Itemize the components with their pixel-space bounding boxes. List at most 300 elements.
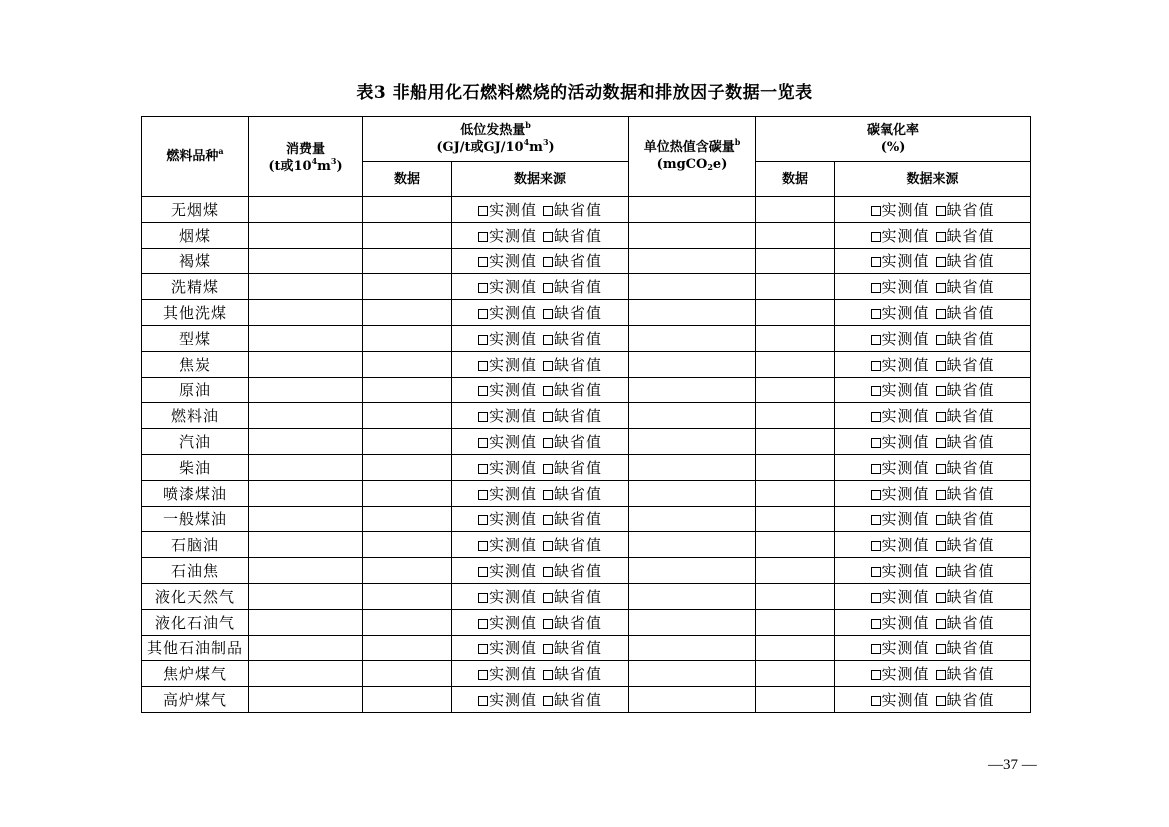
oxidation-data-source-cell	[835, 583, 1031, 609]
ncv-data-source-cell	[452, 222, 629, 248]
carbon-content-cell[interactable]	[629, 197, 756, 223]
checkbox-icon[interactable]	[936, 670, 946, 680]
ncv-data-cell[interactable]	[363, 661, 452, 687]
consumption-cell[interactable]	[249, 558, 363, 584]
option-label: 实测值	[881, 355, 930, 374]
oxidation-default-option[interactable]	[936, 534, 995, 555]
oxidation-default-option[interactable]	[936, 328, 995, 349]
checkbox-icon[interactable]	[478, 515, 488, 525]
oxidation-data-cell[interactable]	[756, 222, 835, 248]
ncv-data-source-cell	[452, 583, 629, 609]
carbon-content-cell[interactable]	[629, 248, 756, 274]
oxidation-measured-option[interactable]	[871, 534, 930, 555]
consumption-cell[interactable]	[249, 609, 363, 635]
oxidation-data-cell[interactable]	[756, 274, 835, 300]
carbon-content-cell[interactable]	[629, 222, 756, 248]
ncv-measured-option[interactable]	[478, 534, 537, 555]
oxidation-data-cell[interactable]	[756, 377, 835, 403]
ncv-default-option[interactable]	[543, 276, 602, 297]
option-label: 实测值	[488, 407, 537, 426]
consumption-cell[interactable]	[249, 429, 363, 455]
oxidation-data-source-cell	[835, 377, 1031, 403]
fuel-name-cell: 石脑油	[142, 532, 249, 558]
ncv-measured-option[interactable]	[478, 405, 537, 426]
consumption-cell[interactable]	[249, 635, 363, 661]
ncv-measured-option[interactable]	[478, 483, 537, 504]
option-label: 实测值	[488, 355, 537, 374]
ncv-default-option[interactable]	[543, 663, 602, 684]
checkbox-icon[interactable]	[871, 696, 881, 706]
checkbox-icon[interactable]	[478, 619, 488, 629]
ncv-measured-option[interactable]	[478, 586, 537, 607]
carbon-content-cell[interactable]	[629, 532, 756, 558]
ncv-default-option[interactable]	[543, 250, 602, 271]
ncv-data-cell[interactable]	[363, 429, 452, 455]
ncv-default-option[interactable]	[543, 586, 602, 607]
oxidation-measured-option[interactable]	[871, 225, 930, 246]
option-label: 实测值	[488, 458, 537, 477]
ncv-default-option[interactable]	[543, 405, 602, 426]
header-ncv-source: 数据来源	[452, 162, 629, 197]
ncv-measured-option[interactable]	[478, 689, 537, 710]
carbon-content-cell[interactable]	[629, 351, 756, 377]
option-label: 实测值	[488, 691, 537, 710]
checkbox-icon[interactable]	[871, 438, 881, 448]
checkbox-icon[interactable]	[543, 464, 553, 474]
checkbox-icon[interactable]	[936, 696, 946, 706]
option-label: 实测值	[881, 562, 930, 581]
oxidation-default-option[interactable]	[936, 637, 995, 658]
consumption-cell[interactable]	[249, 661, 363, 687]
ncv-data-cell[interactable]	[363, 583, 452, 609]
ncv-data-source-cell	[452, 454, 629, 480]
option-label: 缺省值	[946, 691, 995, 710]
oxidation-default-option[interactable]	[936, 663, 995, 684]
checkbox-icon[interactable]	[871, 206, 881, 216]
oxidation-default-option[interactable]	[936, 405, 995, 426]
checkbox-icon[interactable]	[478, 644, 488, 654]
fuel-name-cell: 其他洗煤	[142, 300, 249, 326]
checkbox-icon[interactable]	[543, 361, 553, 371]
ncv-default-option[interactable]	[543, 354, 602, 375]
checkbox-icon[interactable]	[478, 232, 488, 242]
oxidation-data-cell[interactable]	[756, 609, 835, 635]
table-row	[142, 635, 1031, 661]
oxidation-data-source-cell	[835, 532, 1031, 558]
option-label: 实测值	[488, 226, 537, 245]
ncv-data-source-cell	[452, 351, 629, 377]
oxidation-measured-option[interactable]	[871, 431, 930, 452]
checkbox-icon[interactable]	[871, 515, 881, 525]
oxidation-measured-option[interactable]	[871, 354, 930, 375]
oxidation-measured-option[interactable]	[871, 663, 930, 684]
checkbox-icon[interactable]	[478, 386, 488, 396]
consumption-cell[interactable]	[249, 274, 363, 300]
oxidation-data-cell[interactable]	[756, 248, 835, 274]
checkbox-icon[interactable]	[478, 438, 488, 448]
header-fuel-type: 燃料品种$^a$	[142, 117, 249, 197]
option-label: 缺省值	[946, 536, 995, 555]
oxidation-default-option[interactable]	[936, 225, 995, 246]
consumption-cell[interactable]	[249, 687, 363, 713]
checkbox-icon[interactable]	[543, 386, 553, 396]
ncv-data-cell[interactable]	[363, 325, 452, 351]
ncv-default-option[interactable]	[543, 225, 602, 246]
consumption-cell[interactable]	[249, 532, 363, 558]
checkbox-icon[interactable]	[936, 593, 946, 603]
checkbox-icon[interactable]	[871, 541, 881, 551]
checkbox-icon[interactable]	[871, 386, 881, 396]
option-label: 实测值	[881, 639, 930, 658]
ncv-data-source-cell	[452, 248, 629, 274]
oxidation-data-cell[interactable]	[756, 454, 835, 480]
ncv-data-cell[interactable]	[363, 635, 452, 661]
fuel-name-cell: 汽油	[142, 429, 249, 455]
oxidation-default-option[interactable]	[936, 560, 995, 581]
consumption-cell[interactable]	[249, 197, 363, 223]
ncv-data-cell[interactable]	[363, 248, 452, 274]
checkbox-icon[interactable]	[543, 283, 553, 293]
oxidation-data-cell[interactable]	[756, 506, 835, 532]
ncv-measured-option[interactable]	[478, 457, 537, 478]
checkbox-icon[interactable]	[478, 670, 488, 680]
carbon-content-cell[interactable]	[629, 274, 756, 300]
ncv-data-cell[interactable]	[363, 506, 452, 532]
ncv-data-cell[interactable]	[363, 480, 452, 506]
checkbox-icon[interactable]	[871, 257, 881, 267]
ncv-measured-option[interactable]	[478, 612, 537, 633]
oxidation-measured-option[interactable]	[871, 586, 930, 607]
carbon-content-cell[interactable]	[629, 583, 756, 609]
ncv-default-option[interactable]	[543, 431, 602, 452]
oxidation-data-cell[interactable]	[756, 403, 835, 429]
ncv-data-source-cell	[452, 635, 629, 661]
consumption-cell[interactable]	[249, 454, 363, 480]
checkbox-icon[interactable]	[543, 593, 553, 603]
ncv-default-option[interactable]	[543, 302, 602, 323]
checkbox-icon[interactable]	[478, 283, 488, 293]
checkbox-icon[interactable]	[936, 464, 946, 474]
checkbox-icon[interactable]	[543, 619, 553, 629]
oxidation-data-source-cell	[835, 506, 1031, 532]
ncv-measured-option[interactable]	[478, 663, 537, 684]
ncv-default-option[interactable]	[543, 689, 602, 710]
oxidation-default-option[interactable]	[936, 586, 995, 607]
checkbox-icon[interactable]	[543, 644, 553, 654]
carbon-content-cell[interactable]	[629, 454, 756, 480]
checkbox-icon[interactable]	[543, 232, 553, 242]
carbon-content-cell[interactable]	[629, 300, 756, 326]
oxidation-measured-option[interactable]	[871, 689, 930, 710]
option-label: 缺省值	[946, 665, 995, 684]
oxidation-data-cell[interactable]	[756, 558, 835, 584]
checkbox-icon[interactable]	[543, 670, 553, 680]
ncv-data-cell[interactable]	[363, 558, 452, 584]
oxidation-data-cell[interactable]	[756, 480, 835, 506]
option-label: 实测值	[881, 484, 930, 503]
checkbox-icon[interactable]	[543, 438, 553, 448]
checkbox-icon[interactable]	[936, 619, 946, 629]
ncv-measured-option[interactable]	[478, 250, 537, 271]
checkbox-icon[interactable]	[936, 206, 946, 216]
ncv-data-cell[interactable]	[363, 609, 452, 635]
ncv-measured-option[interactable]	[478, 276, 537, 297]
checkbox-icon[interactable]	[543, 309, 553, 319]
checkbox-icon[interactable]	[478, 309, 488, 319]
fuel-name-cell: 石油焦	[142, 558, 249, 584]
checkbox-icon[interactable]	[478, 541, 488, 551]
checkbox-icon[interactable]	[543, 696, 553, 706]
oxidation-default-option[interactable]	[936, 483, 995, 504]
carbon-content-cell[interactable]	[629, 429, 756, 455]
checkbox-icon[interactable]	[871, 412, 881, 422]
carbon-content-cell[interactable]	[629, 403, 756, 429]
oxidation-default-option[interactable]	[936, 199, 995, 220]
ncv-measured-option[interactable]	[478, 560, 537, 581]
fuel-name-cell: 液化天然气	[142, 583, 249, 609]
oxidation-data-cell[interactable]	[756, 429, 835, 455]
consumption-cell[interactable]	[249, 351, 363, 377]
consumption-cell[interactable]	[249, 377, 363, 403]
oxidation-default-option[interactable]	[936, 354, 995, 375]
checkbox-icon[interactable]	[543, 335, 553, 345]
header-oxidation-rate: 碳氧化率 (%)	[756, 117, 1031, 162]
fuel-name-cell: 高炉煤气	[142, 687, 249, 713]
ncv-data-cell[interactable]	[363, 222, 452, 248]
checkbox-icon[interactable]	[478, 335, 488, 345]
ncv-measured-option[interactable]	[478, 302, 537, 323]
consumption-cell[interactable]	[249, 583, 363, 609]
consumption-cell[interactable]	[249, 222, 363, 248]
option-label: 实测值	[881, 226, 930, 245]
oxidation-default-option[interactable]	[936, 302, 995, 323]
checkbox-icon[interactable]	[543, 206, 553, 216]
checkbox-icon[interactable]	[936, 438, 946, 448]
oxidation-data-source-cell	[835, 429, 1031, 455]
oxidation-default-option[interactable]	[936, 276, 995, 297]
option-label: 缺省值	[554, 562, 603, 581]
oxidation-default-option[interactable]	[936, 431, 995, 452]
oxidation-data-cell[interactable]	[756, 325, 835, 351]
checkbox-icon[interactable]	[478, 412, 488, 422]
checkbox-icon[interactable]	[871, 490, 881, 500]
header-consumption: 消费量 (t或$10^4m^3$)	[249, 117, 363, 197]
option-label: 实测值	[488, 381, 537, 400]
ncv-default-option[interactable]	[543, 328, 602, 349]
checkbox-icon[interactable]	[478, 464, 488, 474]
ncv-measured-option[interactable]	[478, 199, 537, 220]
header-ncv: 低位发热量$^b$ (GJ/t或$GJ/10^4m^3$)	[363, 117, 629, 162]
consumption-cell[interactable]	[249, 506, 363, 532]
checkbox-icon[interactable]	[478, 490, 488, 500]
checkbox-icon[interactable]	[871, 619, 881, 629]
checkbox-icon[interactable]	[543, 257, 553, 267]
oxidation-data-source-cell	[835, 687, 1031, 713]
ncv-default-option[interactable]	[543, 199, 602, 220]
ncv-data-cell[interactable]	[363, 300, 452, 326]
carbon-content-cell[interactable]	[629, 506, 756, 532]
option-label: 实测值	[488, 252, 537, 271]
checkbox-icon[interactable]	[871, 335, 881, 345]
oxidation-data-cell[interactable]	[756, 635, 835, 661]
checkbox-icon[interactable]	[543, 567, 553, 577]
carbon-content-cell[interactable]	[629, 687, 756, 713]
oxidation-default-option[interactable]	[936, 379, 995, 400]
ncv-data-cell[interactable]	[363, 454, 452, 480]
carbon-content-cell[interactable]	[629, 609, 756, 635]
checkbox-icon[interactable]	[936, 361, 946, 371]
table-row	[142, 351, 1031, 377]
checkbox-icon[interactable]	[871, 593, 881, 603]
oxidation-data-source-cell	[835, 480, 1031, 506]
ncv-data-source-cell	[452, 687, 629, 713]
ncv-measured-option[interactable]	[478, 328, 537, 349]
checkbox-icon[interactable]	[871, 567, 881, 577]
ncv-measured-option[interactable]	[478, 637, 537, 658]
option-label: 缺省值	[946, 639, 995, 658]
ncv-default-option[interactable]	[543, 508, 602, 529]
option-label: 实测值	[488, 304, 537, 323]
oxidation-data-cell[interactable]	[756, 687, 835, 713]
ncv-default-option[interactable]	[543, 612, 602, 633]
oxidation-measured-option[interactable]	[871, 199, 930, 220]
oxidation-measured-option[interactable]	[871, 483, 930, 504]
option-label: 实测值	[881, 278, 930, 297]
option-label: 实测值	[881, 381, 930, 400]
oxidation-measured-option[interactable]	[871, 560, 930, 581]
oxidation-measured-option[interactable]	[871, 328, 930, 349]
checkbox-icon[interactable]	[936, 412, 946, 422]
checkbox-icon[interactable]	[936, 644, 946, 654]
oxidation-measured-option[interactable]	[871, 302, 930, 323]
ncv-default-option[interactable]	[543, 483, 602, 504]
ncv-measured-option[interactable]	[478, 508, 537, 529]
checkbox-icon[interactable]	[478, 257, 488, 267]
ncv-measured-option[interactable]	[478, 379, 537, 400]
oxidation-data-cell[interactable]	[756, 197, 835, 223]
ncv-data-cell[interactable]	[363, 687, 452, 713]
option-label: 缺省值	[946, 200, 995, 219]
oxidation-data-cell[interactable]	[756, 351, 835, 377]
checkbox-icon[interactable]	[871, 232, 881, 242]
ncv-default-option[interactable]	[543, 560, 602, 581]
ncv-data-cell[interactable]	[363, 274, 452, 300]
checkbox-icon[interactable]	[478, 593, 488, 603]
checkbox-icon[interactable]	[936, 257, 946, 267]
checkbox-icon[interactable]	[478, 696, 488, 706]
oxidation-measured-option[interactable]	[871, 379, 930, 400]
consumption-cell[interactable]	[249, 325, 363, 351]
carbon-content-cell[interactable]	[629, 558, 756, 584]
checkbox-icon[interactable]	[871, 283, 881, 293]
oxidation-measured-option[interactable]	[871, 405, 930, 426]
consumption-cell[interactable]	[249, 300, 363, 326]
checkbox-icon[interactable]	[936, 490, 946, 500]
ncv-default-option[interactable]	[543, 457, 602, 478]
checkbox-icon[interactable]	[543, 412, 553, 422]
consumption-cell[interactable]	[249, 403, 363, 429]
checkbox-icon[interactable]	[543, 515, 553, 525]
oxidation-default-option[interactable]	[936, 250, 995, 271]
oxidation-measured-option[interactable]	[871, 612, 930, 633]
fuel-combustion-table	[141, 116, 1031, 713]
checkbox-icon[interactable]	[936, 232, 946, 242]
oxidation-default-option[interactable]	[936, 612, 995, 633]
checkbox-icon[interactable]	[936, 541, 946, 551]
checkbox-icon[interactable]	[936, 515, 946, 525]
consumption-cell[interactable]	[249, 480, 363, 506]
oxidation-measured-option[interactable]	[871, 276, 930, 297]
option-label: 缺省值	[554, 252, 603, 271]
table-row	[142, 506, 1031, 532]
ncv-default-option[interactable]	[543, 534, 602, 555]
checkbox-icon[interactable]	[936, 283, 946, 293]
checkbox-icon[interactable]	[478, 206, 488, 216]
carbon-content-cell[interactable]	[629, 377, 756, 403]
checkbox-icon[interactable]	[936, 567, 946, 577]
table-row	[142, 325, 1031, 351]
checkbox-icon[interactable]	[871, 361, 881, 371]
ncv-default-option[interactable]	[543, 379, 602, 400]
oxidation-data-cell[interactable]	[756, 532, 835, 558]
fuel-name-cell: 烟煤	[142, 222, 249, 248]
option-label: 实测值	[881, 536, 930, 555]
option-label: 缺省值	[554, 458, 603, 477]
oxidation-measured-option[interactable]	[871, 637, 930, 658]
fuel-name-cell: 其他石油制品	[142, 635, 249, 661]
table-row	[142, 403, 1031, 429]
carbon-content-cell[interactable]	[629, 661, 756, 687]
option-label: 缺省值	[946, 587, 995, 606]
checkbox-icon[interactable]	[871, 464, 881, 474]
oxidation-measured-option[interactable]	[871, 508, 930, 529]
oxidation-measured-option[interactable]	[871, 457, 930, 478]
option-label: 缺省值	[554, 381, 603, 400]
ncv-data-cell[interactable]	[363, 532, 452, 558]
ncv-measured-option[interactable]	[478, 354, 537, 375]
checkbox-icon[interactable]	[936, 386, 946, 396]
oxidation-default-option[interactable]	[936, 689, 995, 710]
oxidation-default-option[interactable]	[936, 508, 995, 529]
oxidation-default-option[interactable]	[936, 457, 995, 478]
table-row	[142, 377, 1031, 403]
ncv-data-cell[interactable]	[363, 377, 452, 403]
checkbox-icon[interactable]	[478, 567, 488, 577]
carbon-content-cell[interactable]	[629, 325, 756, 351]
carbon-content-cell[interactable]	[629, 635, 756, 661]
checkbox-icon[interactable]	[871, 309, 881, 319]
consumption-cell[interactable]	[249, 248, 363, 274]
oxidation-data-cell[interactable]	[756, 661, 835, 687]
ncv-measured-option[interactable]	[478, 431, 537, 452]
ncv-data-cell[interactable]	[363, 403, 452, 429]
ncv-data-cell[interactable]	[363, 197, 452, 223]
checkbox-icon[interactable]	[871, 644, 881, 654]
checkbox-icon[interactable]	[543, 490, 553, 500]
oxidation-data-cell[interactable]	[756, 300, 835, 326]
carbon-content-cell[interactable]	[629, 480, 756, 506]
ncv-data-cell[interactable]	[363, 351, 452, 377]
checkbox-icon[interactable]	[936, 309, 946, 319]
checkbox-icon[interactable]	[871, 670, 881, 680]
checkbox-icon[interactable]	[478, 361, 488, 371]
checkbox-icon[interactable]	[543, 541, 553, 551]
oxidation-data-cell[interactable]	[756, 583, 835, 609]
ncv-measured-option[interactable]	[478, 225, 537, 246]
oxidation-measured-option[interactable]	[871, 250, 930, 271]
checkbox-icon[interactable]	[936, 335, 946, 345]
ncv-default-option[interactable]	[543, 637, 602, 658]
